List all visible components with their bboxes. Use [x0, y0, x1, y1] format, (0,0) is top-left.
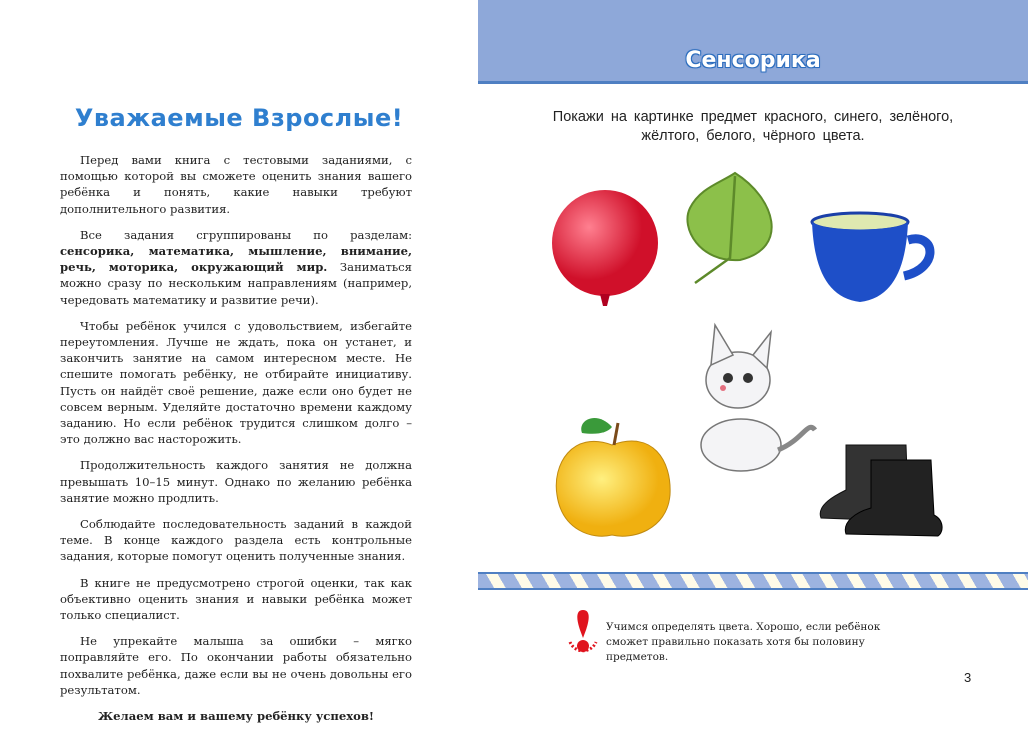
left-page [0, 0, 478, 724]
text: Заниматься можно сразу по нескольким направлениям (например, чередовать математику и развитие речи). [60, 260, 412, 307]
paragraph: Не упрекайте малыша за ошибки – мягко поправляйте его. По окончании работы обязательно похвалите ребёнка, даже если вы не очень довольны его результатом. [60, 634, 412, 697]
section-title: Сенсорика [685, 48, 821, 73]
yellow-apple-image [552, 405, 672, 545]
red-balloon-image [550, 188, 662, 313]
paragraph: Перед вами книга с тестовыми заданиями, с помощью которой вы сможете оценить знания вашего ребёнка и понять, какие навыки требуют дополнительного развития. [60, 153, 412, 216]
sections-list: сенсорика, математика, мышление, внимание, речь, моторика, окружающий мир. [60, 244, 412, 275]
green-leaf-image [680, 168, 790, 288]
right-page [478, 0, 1028, 688]
intro-text [60, 152, 412, 734]
paragraph: Чтобы ребёнок учился с удовольствием, избегайте переутомления. Лучше не ждать, пока он устанет, и закончить занятие на самом интересном месте. Не спешите помогать ребёнку, не отбирайте инициативу. Пусть он найдёт своё решение, даже если оно будет не совсем верным. Уделяйте достаточно времени каждому заданию. Но если ребёнок трудится слишком долго – это должно вас насторожить. [60, 318, 412, 447]
paragraph: Продолжительность каждого занятия не должна превышать 10–15 минут. Однако по желанию ребёнка занятие можно продлить. [60, 458, 412, 505]
decorative-stripe [478, 572, 1028, 590]
closing-wish: Желаем вам и вашему ребёнку успехов! [97, 709, 375, 724]
page-title: Уважаемые Взрослые! [74, 104, 404, 132]
paragraph: Соблюдайте последовательность заданий в каждой теме. В конце каждого раздела есть контрольные задания, которые помогут оценить полученные знания. [60, 517, 412, 564]
paragraph [60, 227, 412, 308]
page-number: 3 [964, 670, 972, 685]
task-instruction: Покажи на картинке предмет красного, синего, зелёного, жёлтого, белого, чёрного цвета. [552, 109, 954, 144]
paragraph: В книге не предусмотрено строгой оценки, так как объективно оценить знания и навыки ребёнка может только специалист. [60, 575, 412, 623]
adult-note: Учимся определять цвета. Хорошо, если ребёнок сможет правильно показать хотя бы половину предметов. [606, 621, 881, 663]
black-boots-image [816, 440, 946, 540]
text: Все задания сгруппированы по разделам: [80, 227, 412, 242]
for-adults-stamp-icon [564, 608, 602, 658]
blue-cup-image [808, 210, 943, 308]
